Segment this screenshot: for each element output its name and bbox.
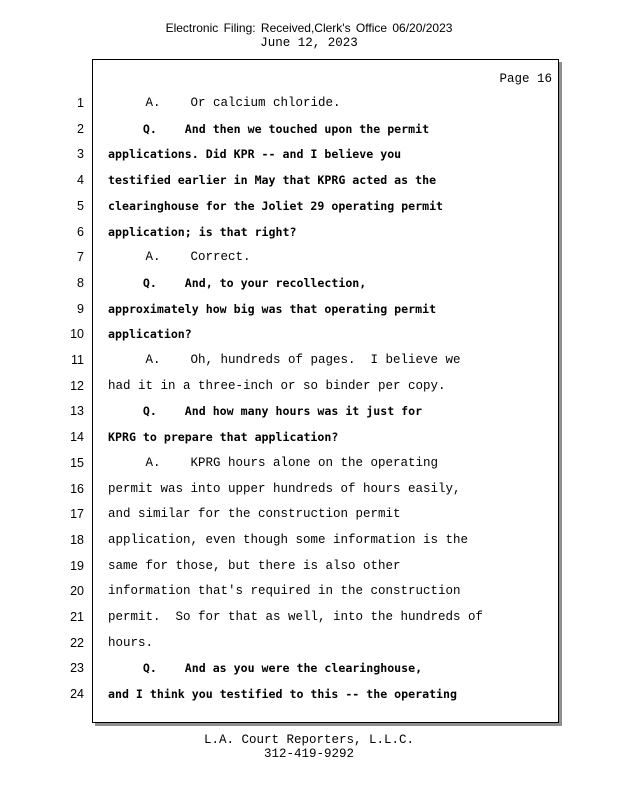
line-number: 3 [77,147,84,161]
question-line: and I think you testified to this -- the operating [108,687,458,701]
answer-line: permit was into upper hundreds of hours easily, [108,482,461,496]
line-number: 8 [77,276,84,290]
answer-line: application, even though some information is the [108,533,469,547]
footer [0,733,618,761]
reporter-company: L.A. Court Reporters, L.L.C. [203,733,415,747]
line-number: 7 [77,250,84,264]
line-number: 9 [77,302,84,316]
question-line: clearinghouse for the Joliet 29 operating permit [108,199,444,213]
answer-line: information that's required in the construction [108,584,461,598]
answer-line: and similar for the construction permit [108,507,401,521]
line-number: 5 [77,199,84,213]
answer-line: same for those, but there is also other [108,559,401,573]
answer-line: A. Or calcium chloride. [108,96,341,110]
line-number: 4 [77,173,84,187]
question-line: Q. And as you were the clearinghouse, [108,661,423,675]
filing-stamp: Electronic Filing: Received,Clerk's Office 06/20/2023 [165,21,453,35]
answer-line: permit. So for that as well, into the hundreds of [108,610,484,624]
answer-line: hours. [108,636,154,650]
line-number: 13 [70,404,84,418]
reporter-phone: 312-419-9292 [263,747,354,761]
question-line: application? [108,327,192,341]
line-number: 1 [77,96,84,110]
line-number: 14 [70,430,84,444]
answer-line: had it in a three-inch or so binder per copy. [108,379,446,393]
answer-line: A. Oh, hundreds of pages. I believe we [108,353,461,367]
line-number: 23 [70,661,84,675]
line-number: 17 [70,507,84,521]
line-number: 22 [70,636,84,650]
question-line: testified earlier in May that KPRG acted as the [108,173,437,187]
answer-line: A. KPRG hours alone on the operating [108,456,439,470]
question-line: Q. And then we touched upon the permit [108,122,430,136]
page-number: Page 16 [499,72,552,86]
line-number: 20 [70,584,84,598]
question-line: KPRG to prepare that application? [108,430,339,444]
question-line: approximately how big was that operating permit [108,302,437,316]
transcript-date: June 12, 2023 [260,36,358,50]
line-number: 6 [77,225,84,239]
line-number: 11 [71,353,84,367]
line-number: 10 [70,327,84,341]
line-number: 24 [70,687,84,701]
question-line: Q. And, to your recollection, [108,276,367,290]
question-line: application; is that right? [108,225,297,239]
line-number: 21 [70,610,84,624]
question-line: applications. Did KPR -- and I believe you [108,147,402,161]
line-number: 2 [77,122,84,136]
question-line: Q. And how many hours was it just for [108,404,423,418]
line-number: 18 [70,533,84,547]
line-number: 16 [70,482,84,496]
answer-line: A. Correct. [108,250,251,264]
line-number: 19 [70,559,84,573]
line-number: 12 [70,379,84,393]
line-number: 15 [70,456,84,470]
